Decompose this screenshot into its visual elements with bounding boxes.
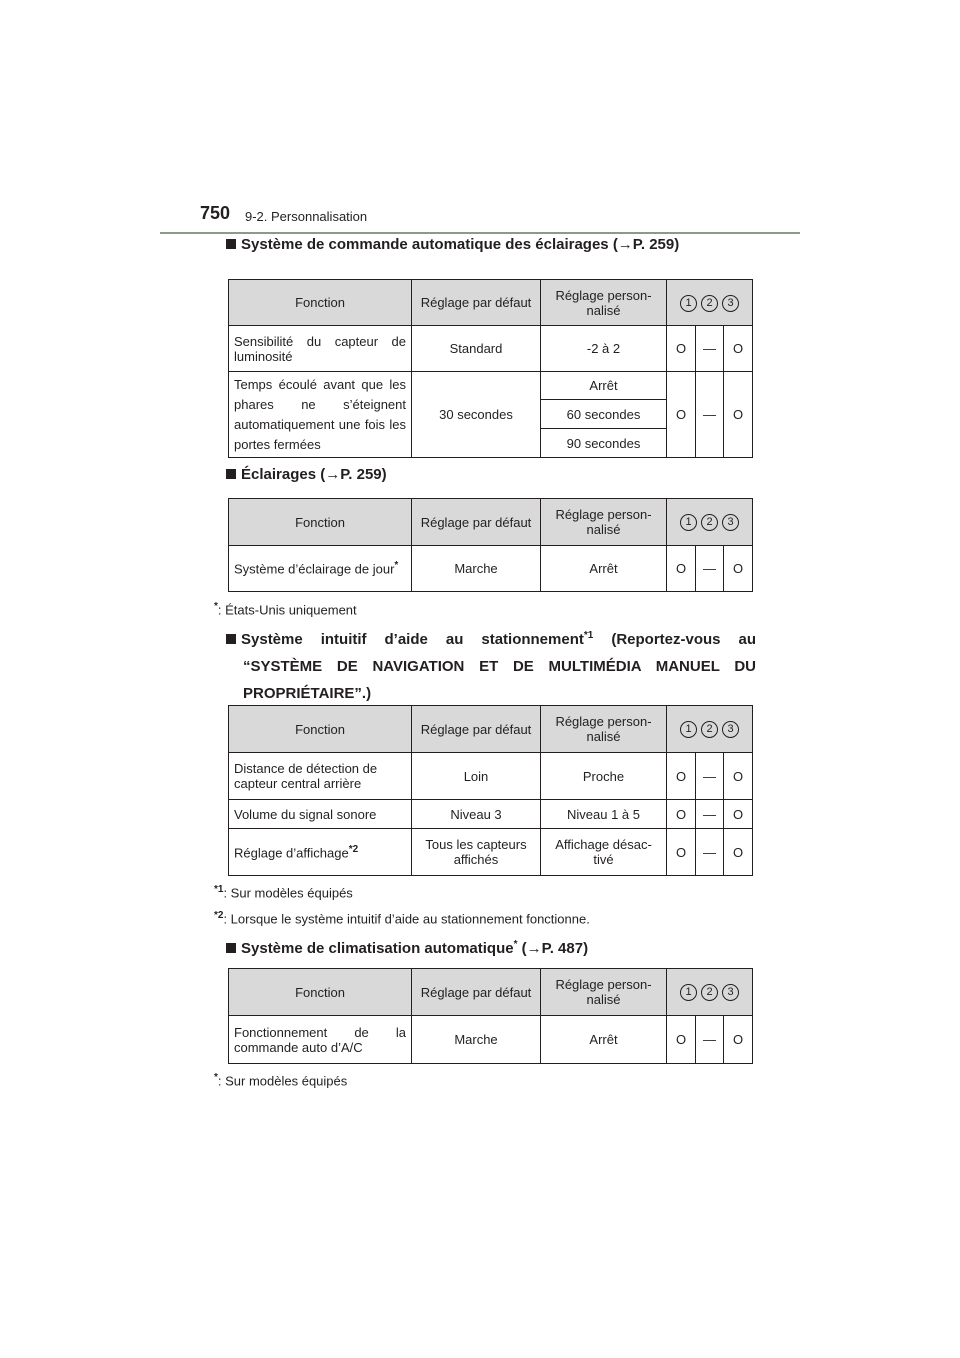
table-row: Fonctionnement de la commande auto d’A/C Marche Arrêt O — O <box>229 1016 753 1064</box>
footnote: $^{*1}$: Sur modèles équipés <box>214 884 353 901</box>
number-2-icon: 2 <box>701 984 718 1001</box>
settings-table-parking <box>228 705 753 876</box>
footnote: *: États-Unis uniquement <box>214 601 357 618</box>
number-2-icon: 2 <box>701 721 718 738</box>
header-defaut: Réglage par défaut <box>412 280 541 326</box>
footnote: *: Sur modèles équipés <box>214 1072 348 1089</box>
section-heading-parking: Système intuitif d’aide au stationnement$^{*1}$ (Reportez-vous au “SYSTÈME DE NAVIGATION ET DE MULTIMÉDIA MANUEL DU PROPRIÉTAIRE”.) <box>226 622 756 707</box>
table-row: Réglage d’affichage$^{*2}$ Tous les capteurs affichés Affichage désac-tivé O — O <box>229 829 753 876</box>
page-number: 750 <box>200 203 231 223</box>
settings-table-climate <box>228 968 753 1064</box>
table-row: 90 secondes <box>229 429 753 458</box>
table-row: Sensibilité du capteur de luminosité Standard -2 à 2 O — O <box>229 326 753 372</box>
number-2-icon: 2 <box>701 295 718 312</box>
table-header-row: Fonction Réglage par défaut Réglage person-nalisé 1 2 3 <box>229 969 753 1016</box>
header-numbers <box>667 280 753 326</box>
number-1-icon: 1 <box>680 514 697 531</box>
table-row: Distance de détection de capteur central arrière Loin Proche O — O <box>229 753 753 800</box>
section-heading-lights: Éclairages (→P. 259) <box>226 461 756 488</box>
bullet-square-icon <box>226 469 236 479</box>
bullet-square-icon <box>226 634 236 644</box>
number-3-icon: 3 <box>722 721 739 738</box>
number-2-icon: 2 <box>701 514 718 531</box>
number-3-icon: 3 <box>722 295 739 312</box>
table-header-row: Fonction Réglage par défaut Réglage person-nalisé 1 2 3 <box>229 706 753 753</box>
number-3-icon: 3 <box>722 984 739 1001</box>
bullet-square-icon <box>226 943 236 953</box>
bullet-square-icon <box>226 239 236 249</box>
table-row: Volume du signal sonore Niveau 3 Niveau 1 à 5 O — O <box>229 800 753 829</box>
settings-table-auto-lights <box>228 279 753 458</box>
table-header-row <box>229 280 753 326</box>
section-heading-climate: Système de climatisation automatique* (→P. 487) <box>226 931 756 962</box>
chapter-title: 9-2. Personnalisation <box>245 209 368 224</box>
number-3-icon: 3 <box>722 514 739 531</box>
table-row: 60 secondes <box>229 400 753 429</box>
table-header-row: Fonction Réglage par défaut Réglage person-nalisé 1 2 3 <box>229 499 753 546</box>
footnote: $^{*2}$: Lorsque le système intuitif d’aide au stationnement fonctionne. <box>214 910 590 927</box>
number-1-icon: 1 <box>680 295 697 312</box>
settings-table-lights <box>228 498 753 592</box>
header-perso: Réglage person-nalisé <box>541 280 667 326</box>
table-row: Temps écoulé avant que les phares ne s’éteignent automatiquement une fois les portes fermées 30 secondes Arrêt O — O <box>229 372 753 400</box>
header-fonction: Fonction <box>229 280 412 326</box>
number-1-icon: 1 <box>680 984 697 1001</box>
number-1-icon: 1 <box>680 721 697 738</box>
section-heading-auto-lights: Système de commande automatique des éclairages (→P. 259) <box>226 231 756 258</box>
table-row: Système d’éclairage de jour* Marche Arrêt O — O <box>229 546 753 592</box>
